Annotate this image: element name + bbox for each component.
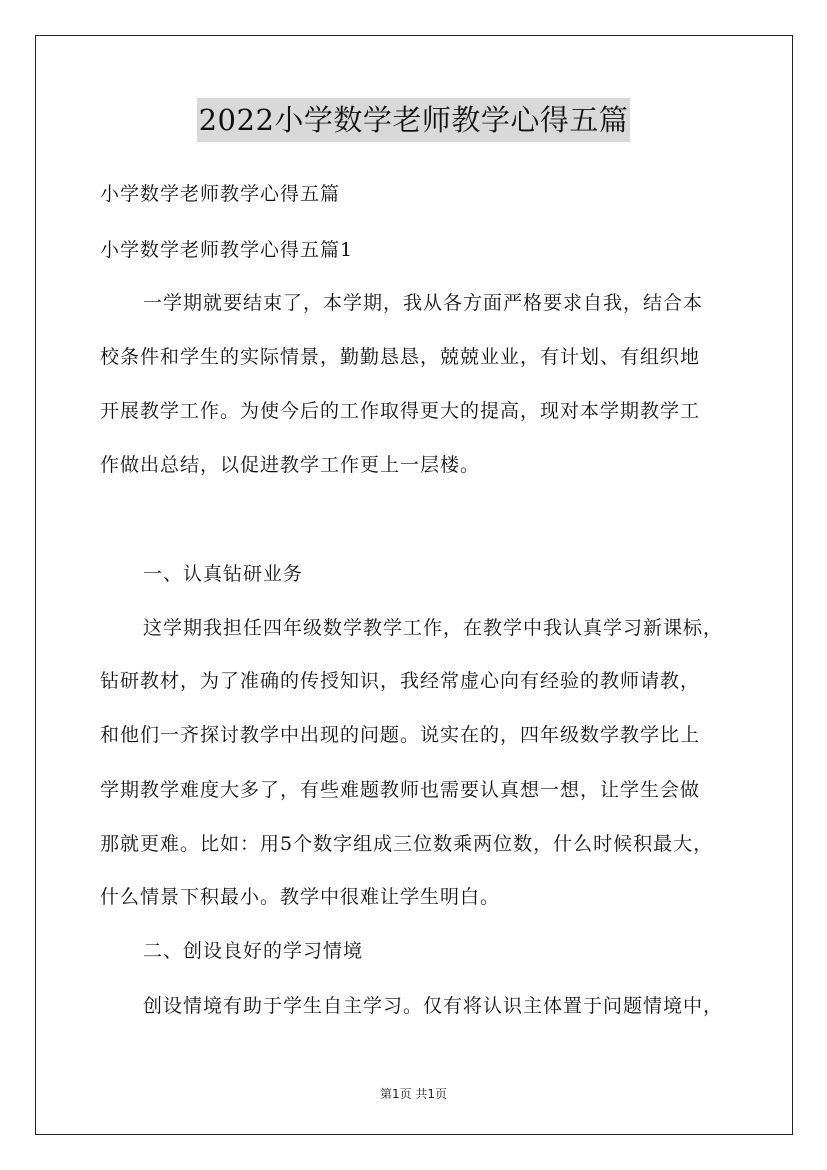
paragraph-line: 校条件和学生的实际情景，勤勤恳恳，兢兢业业，有计划、有组织地: [100, 346, 701, 368]
paragraph-line: 这学期我担任四年级数学教学工作，在教学中我认真学习新课标，: [143, 617, 724, 639]
paragraph-line: 学期教学难度大多了，有些难题教师也需要认真想一想，让学生会做: [100, 779, 701, 801]
paragraph-line: 和他们一齐探讨教学中出现的问题。说实在的，四年级数学教学比上: [100, 724, 701, 746]
paragraph-line: 什么情景下积最小。教学中很难让学生明白。: [100, 886, 501, 908]
paragraph-line: 作做出总结，以促进教学工作更上一层楼。: [100, 454, 481, 476]
section-heading: 小学数学老师教学心得五篇1: [100, 239, 354, 261]
paragraph-line: 创设情境有助于学生自主学习。仅有将认识主体置于问题情境中，: [143, 995, 724, 1017]
title-container: [0, 98, 827, 142]
paragraph-line: 那就更难。比如：用5个数字组成三位数乘两位数，什么时候积最大，: [100, 833, 714, 855]
document-title: 2022小学数学老师教学心得五篇: [197, 98, 631, 142]
paragraph-line: 一学期就要结束了，本学期，我从各方面严格要求自我，结合本: [143, 292, 704, 314]
page-footer: 第1页 共1页: [379, 1087, 448, 1101]
document-subtitle: 小学数学老师教学心得五篇: [100, 183, 341, 205]
subheading-line: 二、创设良好的学习情境: [143, 940, 364, 962]
subheading-line: 一、认真钻研业务: [143, 563, 304, 585]
paragraph-line: 开展教学工作。为使今后的工作取得更大的提高，现对本学期教学工: [100, 400, 701, 422]
paragraph-line: 钻研教材，为了准确的传授知识，我经常虚心向有经验的教师请教，: [100, 670, 701, 692]
